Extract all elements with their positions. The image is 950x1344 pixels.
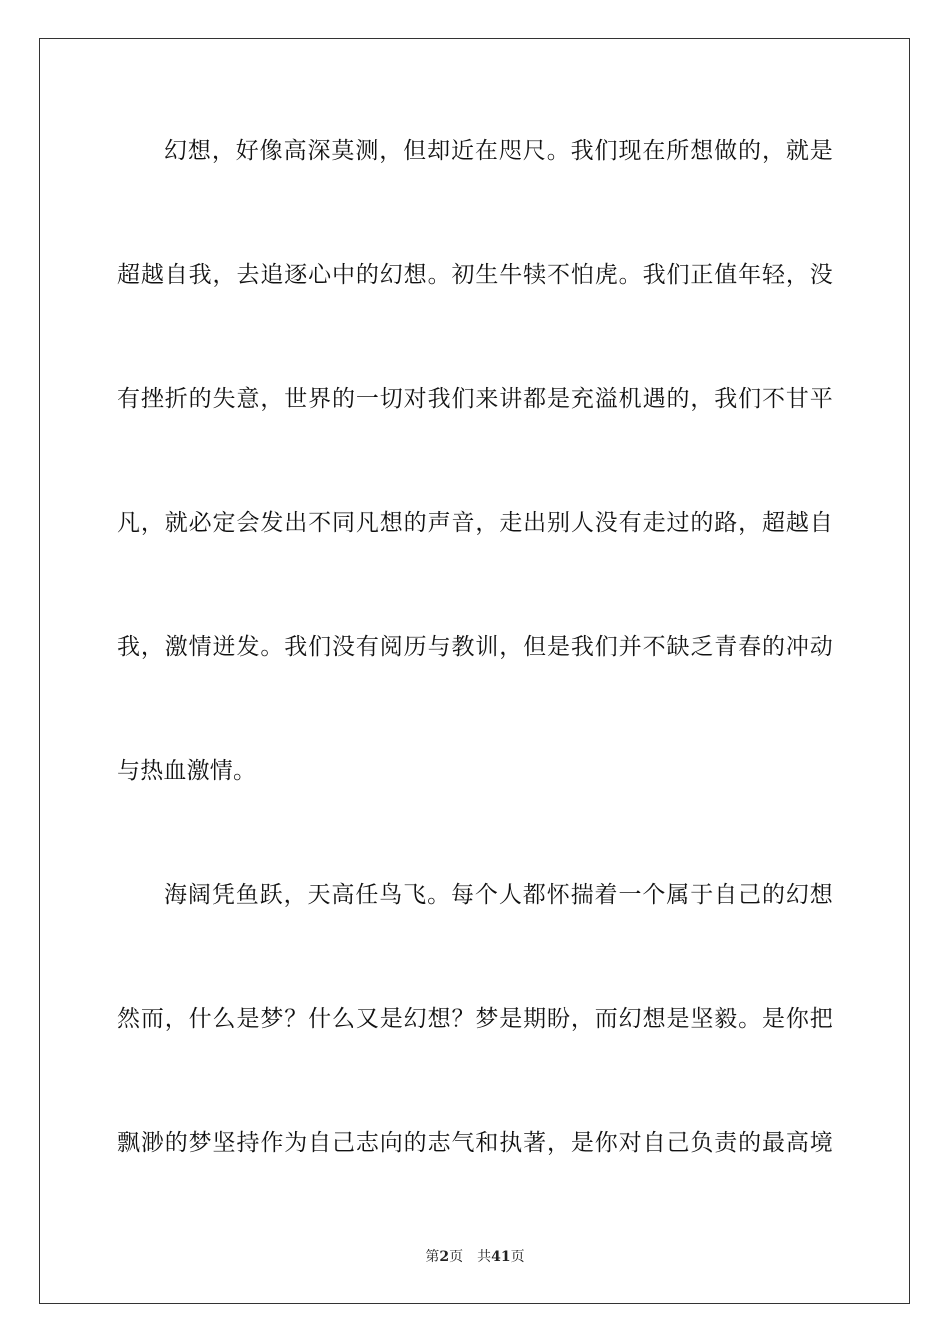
paragraph-1-line-1: 幻想，好像高深莫测，但却近在咫尺。我们现在所想做的，就是: [164, 138, 833, 164]
paragraph-1-line-6: 与热血激情。: [117, 758, 257, 784]
page-footer: [0, 1248, 950, 1266]
total-pages: 41: [491, 1249, 511, 1265]
paragraph-1-line-2: 超越自我，去追逐心中的幻想。初生牛犊不怕虎。我们正值年轻，没: [117, 262, 833, 288]
paragraph-1-line-3: 有挫折的失意，世界的一切对我们来讲都是充溢机遇的，我们不甘平: [117, 386, 833, 412]
page-suffix: 页: [449, 1249, 464, 1265]
page-border: [39, 38, 910, 1304]
paragraph-1-line-5: 我，激情迸发。我们没有阅历与教训，但是我们并不缺乏青春的冲动: [117, 634, 833, 660]
total-suffix: 页: [510, 1249, 525, 1265]
paragraph-2-line-2: 然而，什么是梦？什么又是幻想？梦是期盼，而幻想是坚毅。是你把: [117, 1006, 833, 1032]
total-prefix: 共: [477, 1249, 492, 1265]
page-prefix: 第: [425, 1249, 440, 1265]
page-number: 2: [439, 1249, 450, 1265]
paragraph-1-line-4: 凡，就必定会发出不同凡想的声音，走出别人没有走过的路，超越自: [117, 510, 833, 536]
paragraph-2-line-1: 海阔凭鱼跃，天高任鸟飞。每个人都怀揣着一个属于自己的幻想: [164, 882, 833, 908]
paragraph-2-line-3: 飘渺的梦坚持作为自己志向的志气和执著，是你对自己负责的最高境: [117, 1130, 833, 1156]
